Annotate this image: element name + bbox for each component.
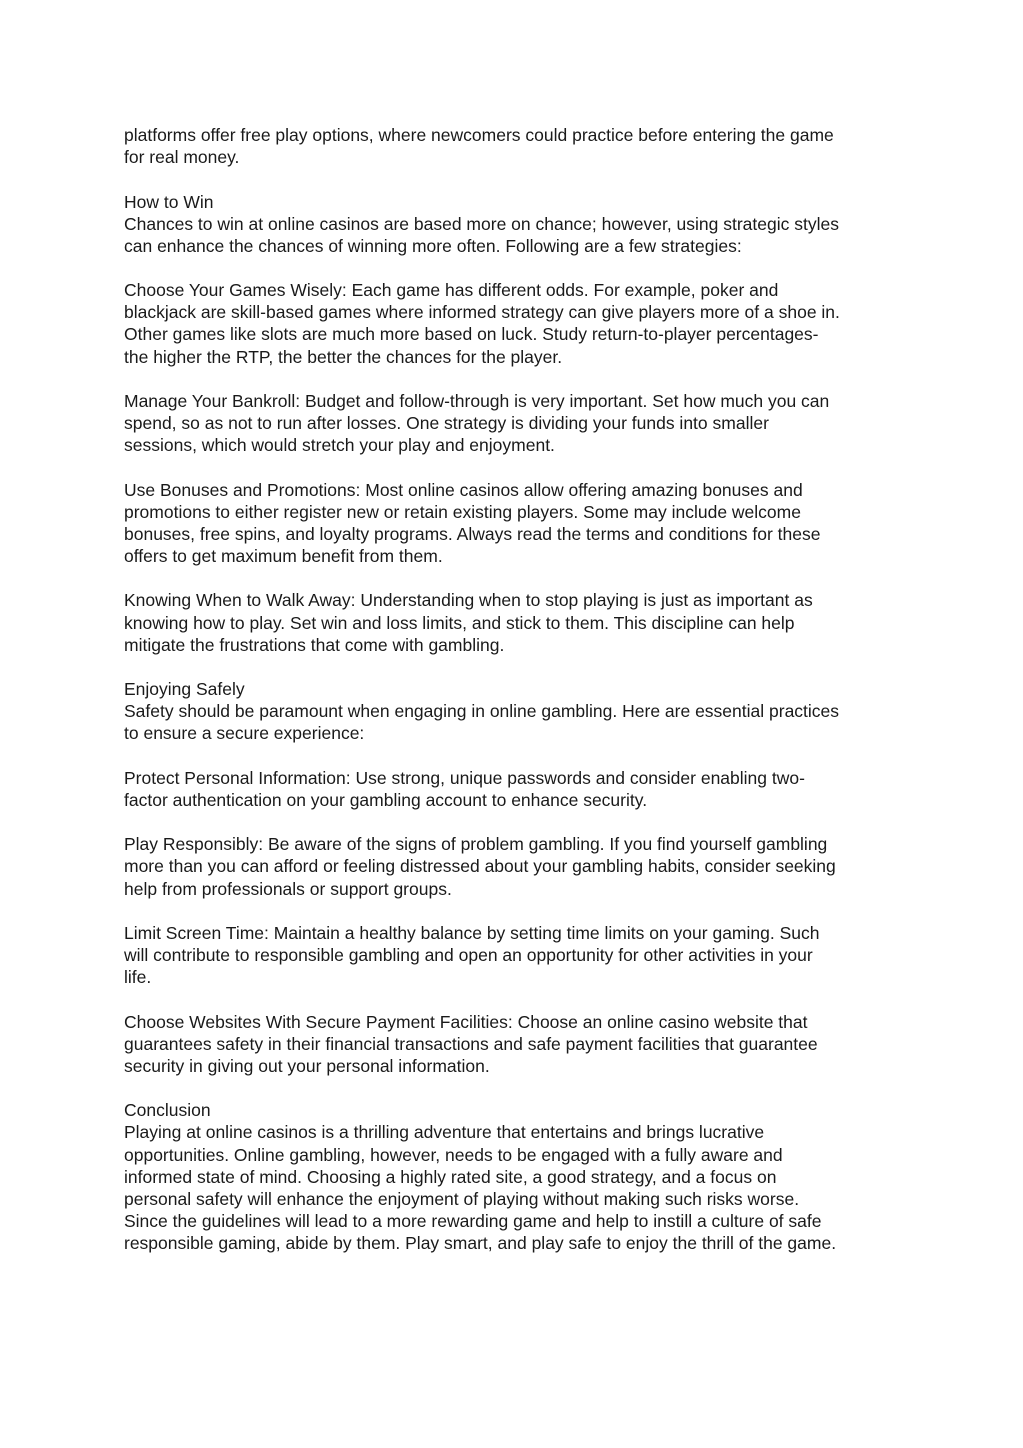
paragraph xyxy=(124,390,914,456)
text-line: responsible gaming, abide by them. Play smart, and play safe to enjoy the thrill of the game. xyxy=(124,1232,837,1253)
text-line: How to Win xyxy=(124,191,214,212)
text-line: factor authentication on your gambling account to enhance security. xyxy=(124,789,648,810)
text-line: security in giving out your personal information. xyxy=(124,1055,490,1076)
paragraph-spacer xyxy=(124,456,914,478)
text-line: Protect Personal Information: Use strong, unique passwords and consider enabling two- xyxy=(124,767,805,788)
text-line: Since the guidelines will lead to a more rewarding game and help to instill a culture of safe xyxy=(124,1210,822,1231)
paragraph-spacer xyxy=(124,811,914,833)
text-line: Choose Websites With Secure Payment Facilities: Choose an online casino website that xyxy=(124,1011,808,1032)
paragraph xyxy=(124,678,914,744)
paragraph-spacer xyxy=(124,567,914,589)
text-line: Use Bonuses and Promotions: Most online casinos allow offering amazing bonuses and xyxy=(124,479,803,500)
text-line: Conclusion xyxy=(124,1100,211,1121)
paragraph-spacer xyxy=(124,368,914,390)
paragraph-spacer xyxy=(124,168,914,190)
text-line: personal safety will enhance the enjoyment of playing without making such risks worse. xyxy=(124,1188,800,1209)
paragraph-spacer xyxy=(124,988,914,1010)
text-line: Safety should be paramount when engaging in online gambling. Here are essential practices xyxy=(124,701,840,722)
text-line: Limit Screen Time: Maintain a healthy balance by setting time limits on your gaming. Such xyxy=(124,923,820,944)
text-line: sessions, which would stretch your play and enjoyment. xyxy=(124,435,555,456)
text-line: the higher the RTP, the better the chances for the player. xyxy=(124,346,563,367)
text-line: Playing at online casinos is a thrilling adventure that entertains and brings lucrative xyxy=(124,1122,765,1143)
text-line: Knowing When to Walk Away: Understanding when to stop playing is just as important as xyxy=(124,590,813,611)
paragraph xyxy=(124,833,914,899)
paragraph xyxy=(124,479,914,567)
text-line: for real money. xyxy=(124,147,240,168)
paragraph xyxy=(124,124,914,168)
text-line: guarantees safety in their financial transactions and safe payment facilities that guarantee xyxy=(124,1033,818,1054)
paragraph xyxy=(124,1011,914,1077)
paragraph xyxy=(124,1099,914,1254)
text-line: spend, so as not to run after losses. One strategy is dividing your funds into smaller xyxy=(124,413,769,434)
text-line: mitigate the frustrations that come with gambling. xyxy=(124,634,505,655)
text-line: more than you can afford or feeling distressed about your gambling habits, consider seeking xyxy=(124,856,836,877)
paragraph xyxy=(124,922,914,988)
text-line: knowing how to play. Set win and loss limits, and stick to them. This discipline can help xyxy=(124,612,795,633)
paragraph-spacer xyxy=(124,1077,914,1099)
text-line: blackjack are skill-based games where informed strategy can give players more of a shoe in. xyxy=(124,302,840,323)
paragraph xyxy=(124,191,914,257)
paragraph xyxy=(124,767,914,811)
text-line: platforms offer free play options, where newcomers could practice before entering the game xyxy=(124,125,834,145)
text-line: Enjoying Safely xyxy=(124,679,245,700)
text-line: Chances to win at online casinos are based more on chance; however, using strategic styles xyxy=(124,213,839,234)
text-line: Play Responsibly: Be aware of the signs of problem gambling. If you find yourself gambling xyxy=(124,834,828,855)
text-line: Choose Your Games Wisely: Each game has different odds. For example, poker and xyxy=(124,280,779,301)
text-line: offers to get maximum benefit from them. xyxy=(124,545,443,566)
document-body xyxy=(124,124,914,1254)
text-line: promotions to either register new or retain existing players. Some may include welcome xyxy=(124,501,801,522)
text-line: Manage Your Bankroll: Budget and follow-through is very important. Set how much you can xyxy=(124,391,830,412)
text-line: informed state of mind. Choosing a highly rated site, a good strategy, and a focus on xyxy=(124,1166,777,1187)
text-line: to ensure a secure experience: xyxy=(124,723,365,744)
text-line: will contribute to responsible gambling and open an opportunity for other activities in your xyxy=(124,945,813,966)
paragraph xyxy=(124,589,914,655)
text-line: help from professionals or support groups. xyxy=(124,878,452,899)
text-line: can enhance the chances of winning more often. Following are a few strategies: xyxy=(124,235,742,256)
text-line: bonuses, free spins, and loyalty programs. Always read the terms and conditions for these xyxy=(124,523,821,544)
paragraph xyxy=(124,279,914,367)
text-line: Other games like slots are much more based on luck. Study return-to-player percentages- xyxy=(124,324,819,345)
paragraph-spacer xyxy=(124,900,914,922)
paragraph-spacer xyxy=(124,257,914,279)
paragraph-spacer xyxy=(124,656,914,678)
text-line: life. xyxy=(124,967,152,988)
paragraph-spacer xyxy=(124,744,914,766)
text-line: opportunities. Online gambling, however, needs to be engaged with a fully aware and xyxy=(124,1144,783,1165)
